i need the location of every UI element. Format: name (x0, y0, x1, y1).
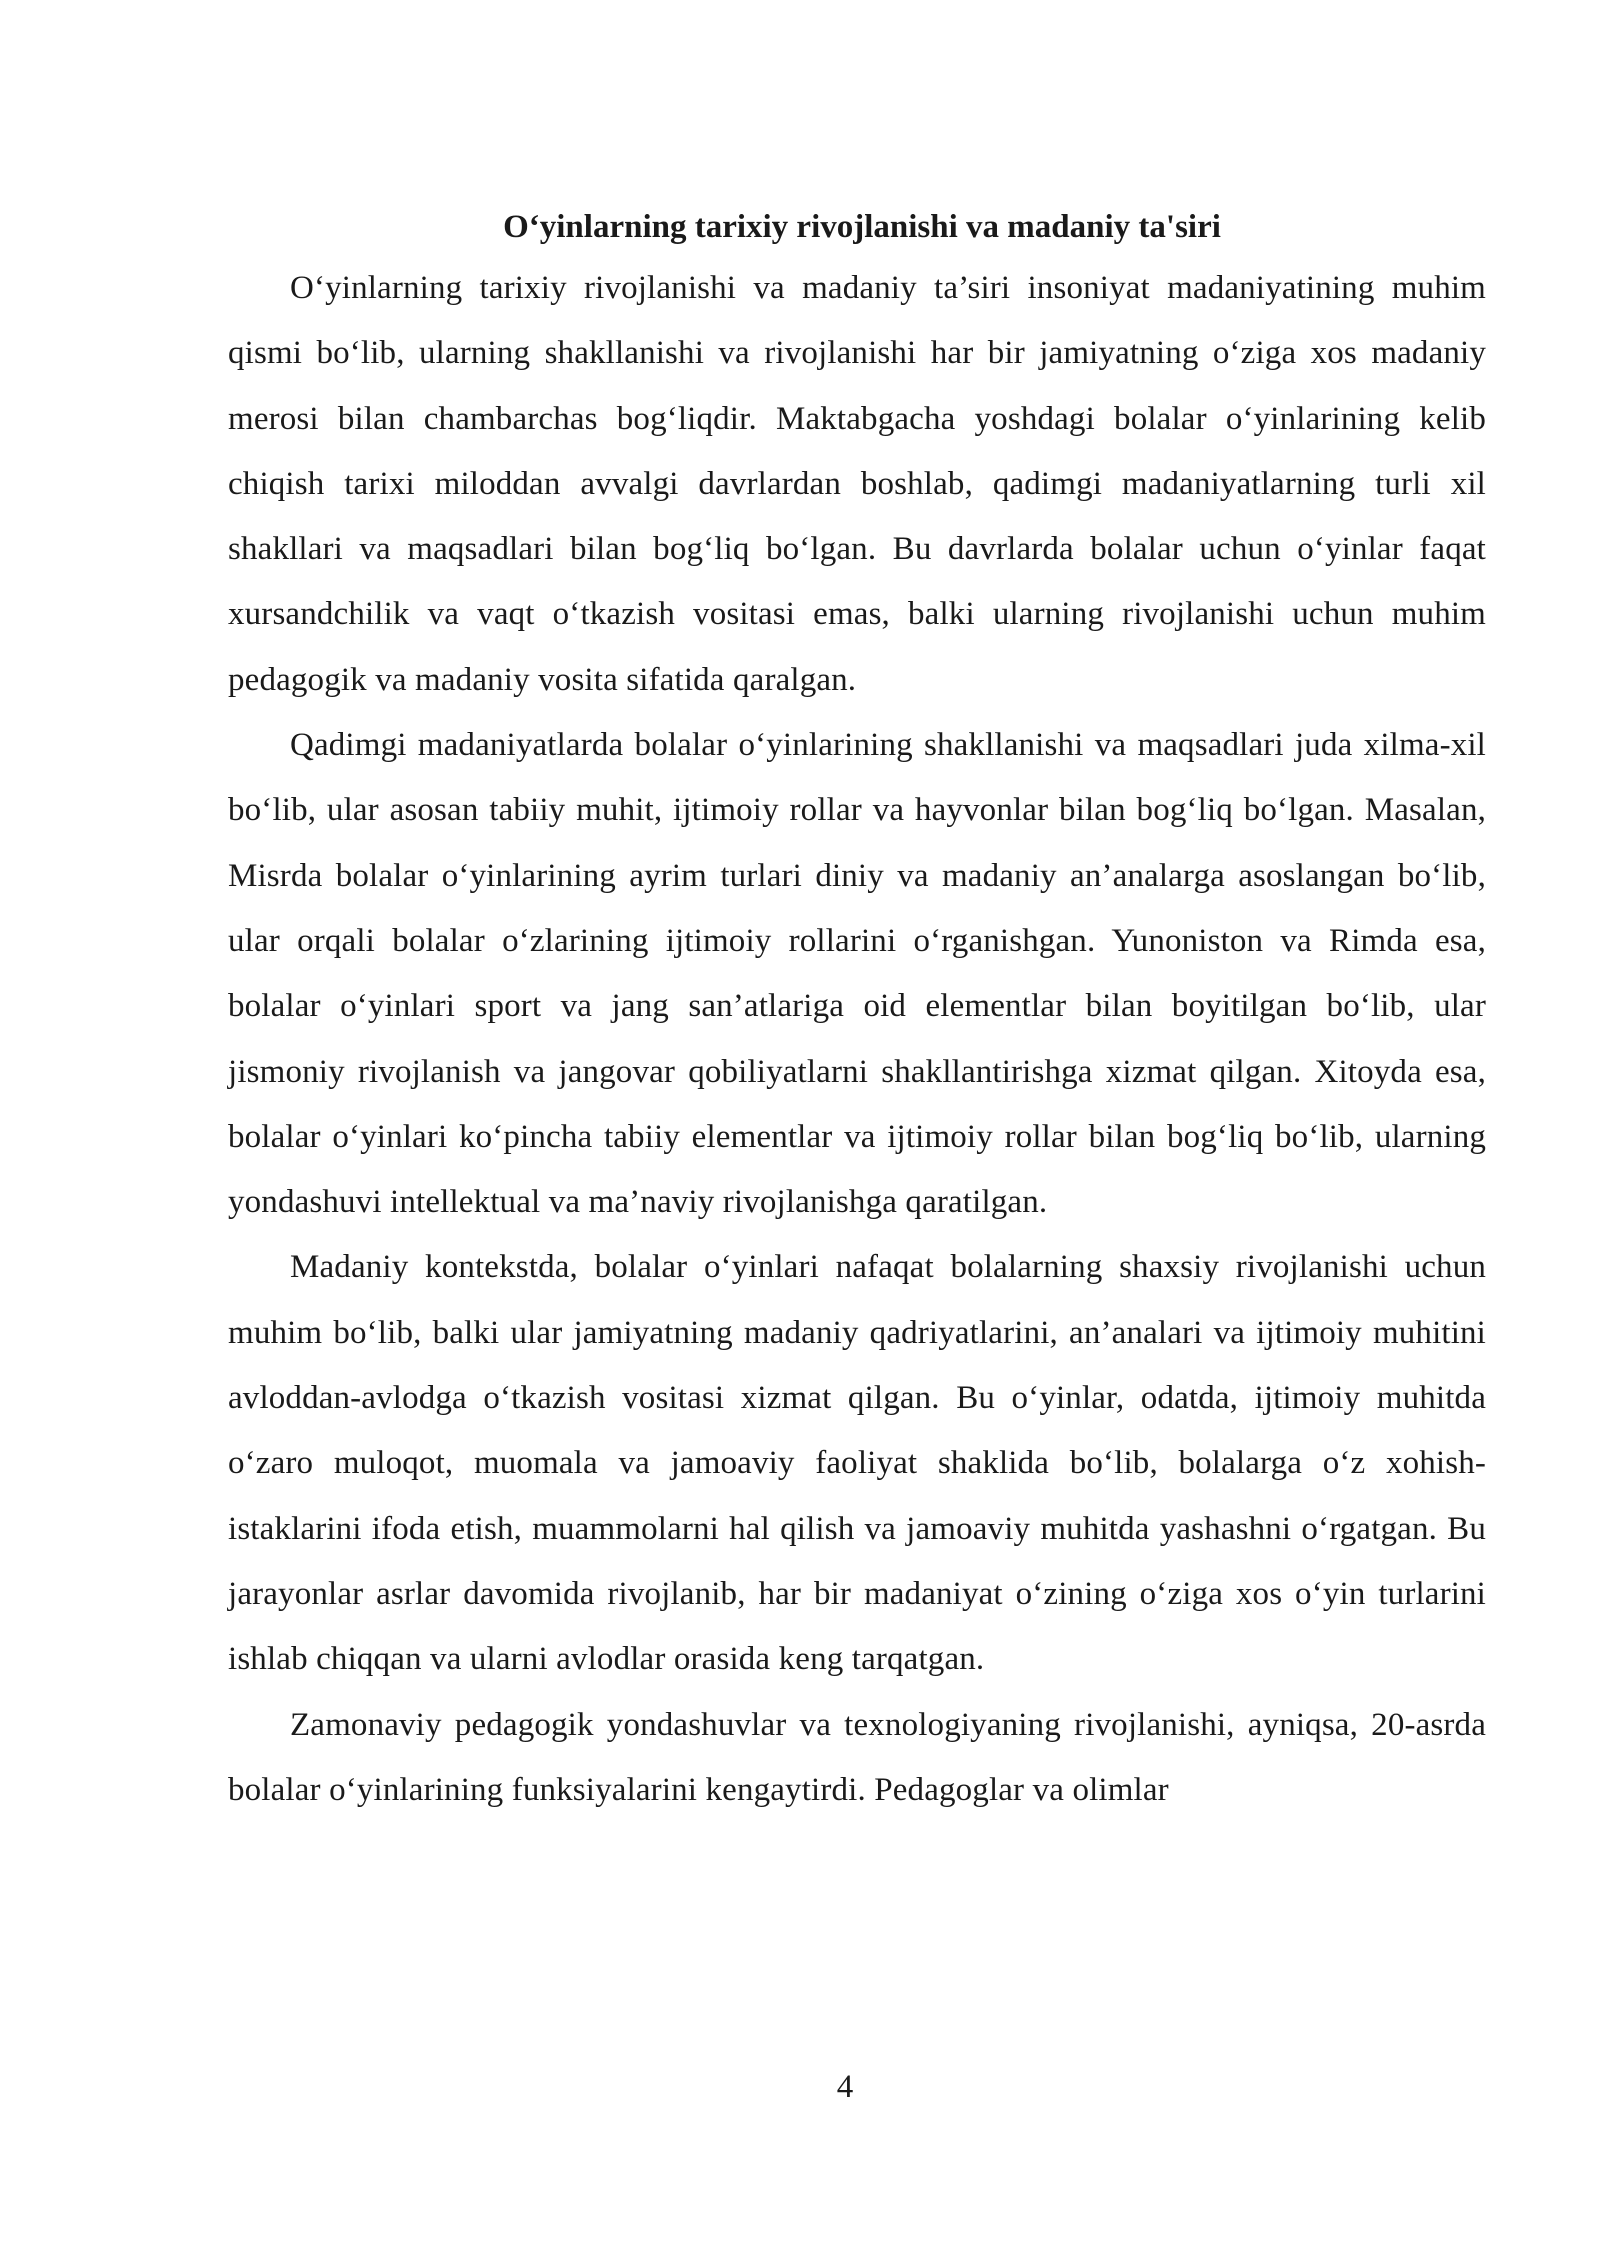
paragraph-3: Madaniy kontekstda, bolalar o‘yinlari nafaqat bolalarning shaxsiy rivojlanishi uchun muhim bo‘lib, balki ular jamiyatning madaniy qadriyatlarini, an’analari va ijtimoiy muhitini avloddan-avlodga o‘tkazish vositasi xizmat qilgan. Bu o‘yinlar, odatda, ijtimoiy muhitda o‘zaro muloqot, muomala va jamoaviy faoliyat shaklida bo‘lib, bolalarga o‘z xohish-istaklarini ifoda etish, muammolarni hal qilish va jamoaviy muhitda yashashni o‘rgatgan. Bu jarayonlar asrlar davomida rivojlanib, har bir madaniyat o‘zining o‘ziga xos o‘yin turlarini ishlab chiqqan va ularni avlodlar orasida keng tarqatgan. (228, 1249, 1486, 1678)
page-number: 4 (836, 2069, 854, 2105)
paragraph-1: O‘yinlarning tarixiy rivojlanishi va madaniy ta’siri insoniyat madaniyatining muhim qismi bo‘lib, ularning shakllanishi va rivojlanishi har bir jamiyatning o‘ziga xos madaniy merosi bilan chambarchas bog‘liqdir. Maktabgacha yoshdagi bolalar o‘yinlarining kelib chiqish tarixi miloddan avvalgi davrlardan boshlab, qadimgi madaniyatlarning turli xil shakllari va maqsadlari bilan bog‘liq bo‘lgan. Bu davrlarda bolalar uchun o‘yinlar faqat xursandchilik va vaqt o‘tkazish vositasi emas, balki ularning rivojlanishi uchun muhim pedagogik va madaniy vosita sifatida qaralgan. (228, 270, 1486, 698)
page-title: O‘yinlarning tarixiy rivojlanishi va madaniy ta'siri (503, 209, 1221, 245)
paragraph-4: Zamonaviy pedagogik yondashuvlar va texnologiyaning rivojlanishi, ayniqsa, 20-asrda bolalar o‘yinlarining funksiyalarini kengaytirdi. Pedagoglar va olimlar (228, 1706, 1486, 1808)
document-body (228, 198, 1486, 1823)
paragraph-2: Qadimgi madaniyatlarda bolalar o‘yinlarining shakllanishi va maqsadlari juda xilma-xil bo‘lib, ular asosan tabiiy muhit, ijtimoiy rollar va hayvonlar bilan bog‘liq bo‘lgan. Masalan, Misrda bolalar o‘yinlarining ayrim turlari diniy va madaniy an’analarga asoslangan bo‘lib, ular orqali bolalar o‘zlarining ijtimoiy rollarini o‘rganishgan. Yunoniston va Rimda esa, bolalar o‘yinlari sport va jang san’atlariga oid elementlar bilan boyitilgan bo‘lib, ular jismoniy rivojlanish va jangovar qobiliyatlarni shakllantirishga xizmat qilgan. Xitoyda esa, bolalar o‘yinlari ko‘pincha tabiiy elementlar va ijtimoiy rollar bilan bog‘liq bo‘lib, ularning yondashuvi intellektual va ma’naviy rivojlanishga qaratilgan. (228, 727, 1486, 1221)
